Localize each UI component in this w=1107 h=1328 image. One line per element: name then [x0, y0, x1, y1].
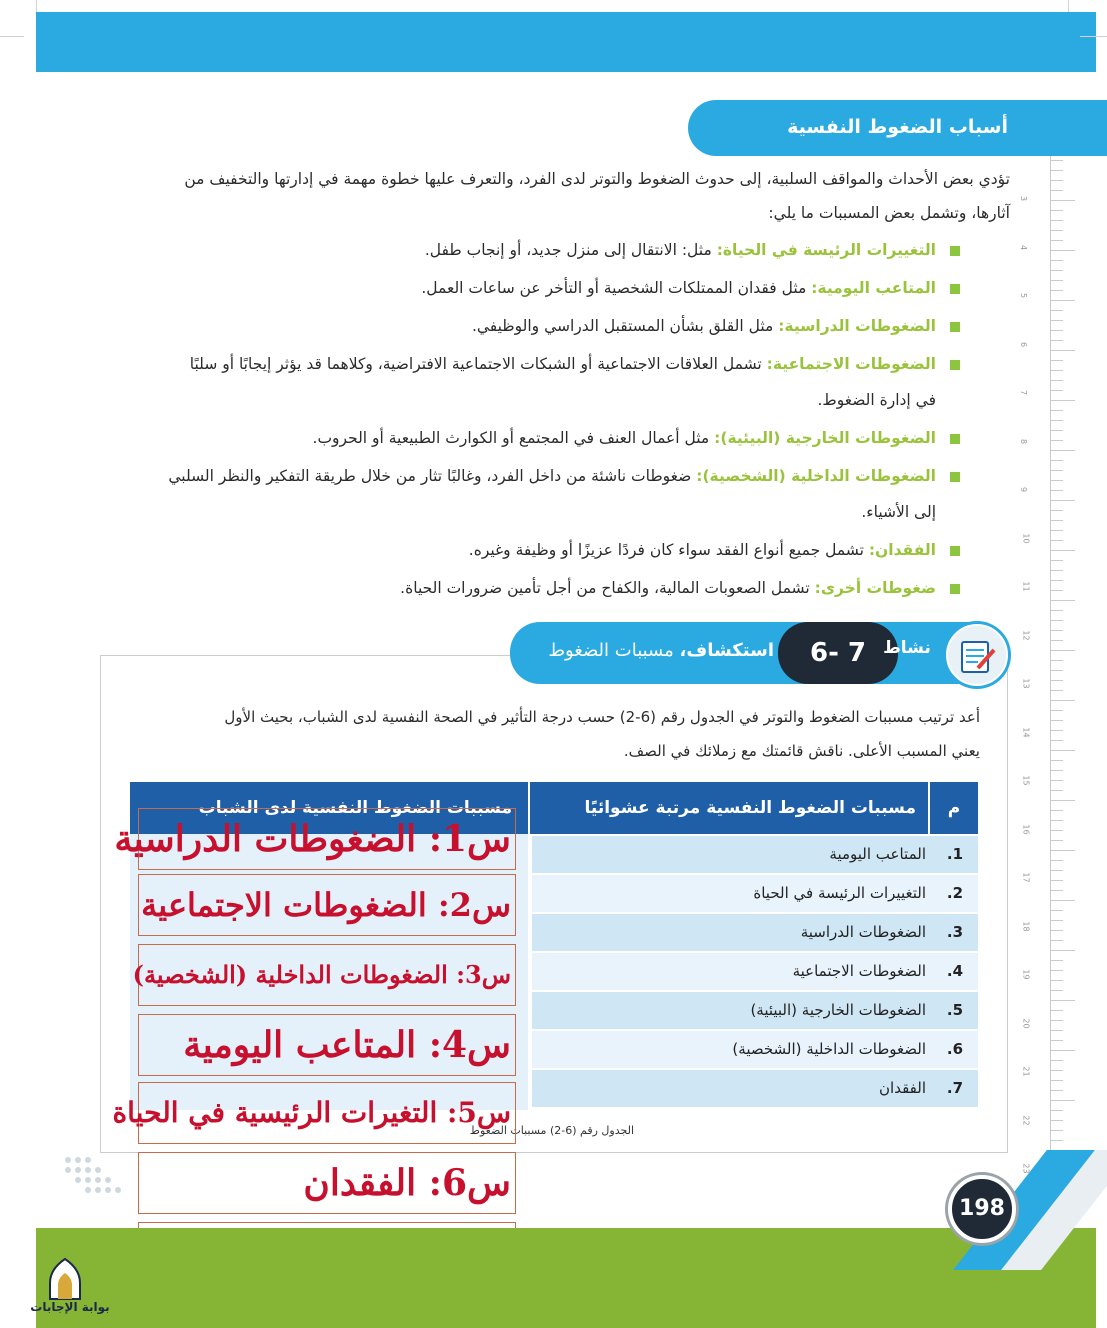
- bullet-square-icon: [950, 472, 960, 482]
- ruler-tick: [1051, 180, 1063, 181]
- bullet-square-icon: [950, 360, 960, 370]
- answer-box: س6: الفقدان: [138, 1152, 516, 1214]
- ruler-tick: [1051, 440, 1063, 441]
- ruler-tick: [1051, 360, 1063, 361]
- activity-title: استكشاف، مسببات الضغوط: [548, 640, 774, 661]
- cause-item: [90, 532, 960, 568]
- ruler-tick: [1051, 700, 1075, 701]
- top-banner: [36, 12, 1096, 72]
- ruler-tick: [1051, 720, 1063, 721]
- cause-keyword: المتاعب اليومية:: [811, 279, 936, 297]
- ruler-tick: [1051, 1100, 1075, 1101]
- ruler-tick: [1051, 670, 1063, 671]
- ruler-tick: [1051, 930, 1063, 931]
- ruler-number: 21: [1021, 1066, 1031, 1077]
- ruler-tick: [1051, 910, 1063, 911]
- row-number: 3.: [946, 923, 964, 941]
- ruler-tick: [1051, 430, 1063, 431]
- row-number: 5.: [946, 1001, 964, 1019]
- ruler-tick: [1051, 230, 1063, 231]
- ruler-tick: [1051, 280, 1063, 281]
- ruler-tick: [1051, 680, 1063, 681]
- ruler-tick: [1051, 1110, 1063, 1111]
- ruler-tick: [1051, 370, 1063, 371]
- bullet-square-icon: [950, 284, 960, 294]
- ruler-tick: [1051, 570, 1063, 571]
- bullet-square-icon: [950, 434, 960, 444]
- col-header-number: م: [930, 782, 978, 834]
- ruler-tick: [1051, 580, 1063, 581]
- cause-item: [90, 308, 960, 344]
- ruler-tick: [1051, 420, 1063, 421]
- cause-description: مثل القلق بشأن المستقبل الدراسي والوظيفي.: [471, 317, 779, 335]
- row-cause: المتاعب اليومية: [829, 845, 926, 863]
- cause-keyword: الضغوطات الخارجية (البيئية):: [714, 429, 936, 447]
- ruler-tick: [1051, 980, 1063, 981]
- ruler-number: 3: [1019, 195, 1029, 202]
- ruler-tick: [1051, 560, 1063, 561]
- cause-description: ضغوطات ناشئة من داخل الفرد، وغالبًا تثار من خلال طريقة التفكير والنظر السلبي: [168, 467, 697, 485]
- ruler-tick: [1051, 320, 1063, 321]
- activity-number: 6- 7: [778, 622, 898, 684]
- ruler-tick: [1051, 400, 1075, 401]
- ruler-tick: [1051, 470, 1063, 471]
- cause-description: مثل أعمال العنف في المجتمع أو الكوارث الطبيعية أو الحروب.: [312, 429, 715, 447]
- col-header-order: مسببات الضغوط النفسية لدى الشباب: [130, 782, 528, 834]
- ruler-tick: [1051, 330, 1063, 331]
- table-row: [532, 875, 978, 912]
- ruler-tick: [1051, 1010, 1063, 1011]
- table-row: [532, 953, 978, 990]
- ruler-tick: [1051, 350, 1075, 351]
- section-title: أسباب الضغوط النفسية: [688, 100, 1107, 156]
- ruler-tick: [1051, 970, 1063, 971]
- bullet-square-icon: [950, 246, 960, 256]
- table-row: [532, 992, 978, 1029]
- notebook-pencil-icon: [946, 624, 1008, 686]
- ruler-tick: [1051, 940, 1063, 941]
- ruler-tick: [1051, 730, 1063, 731]
- ruler-tick: [1051, 240, 1063, 241]
- ruler-tick: [1051, 990, 1063, 991]
- ruler-number: 13: [1021, 678, 1031, 689]
- ruler-tick: [1051, 160, 1063, 161]
- ruler-number: 20: [1021, 1017, 1031, 1029]
- intro-line-1: تؤدي بعض الأحداث والمواقف السلبية، إلى حدوث الضغوط والتوتر لدى الفرد، والتعرف عليها خطوة مهمة في إدارتها والتخفيف من: [184, 170, 1010, 188]
- ruler-tick: [1051, 780, 1063, 781]
- ruler-number: 18: [1021, 920, 1031, 932]
- row-cause: الفقدان: [879, 1079, 926, 1097]
- ruler-number: 5: [1019, 292, 1029, 299]
- activity-instruction-1: أعد ترتيب مسببات الضغوط والتوتر في الجدول رقم (6-2) حسب درجة التأثير في الصحة النفسية لدى الشباب، بحيث الأول: [224, 708, 980, 726]
- ruler-tick: [1051, 1120, 1063, 1121]
- ruler-tick: [1051, 840, 1063, 841]
- ruler-number: 4: [1019, 244, 1029, 250]
- activity-label: نشاط: [883, 638, 931, 658]
- ruler-tick: [1051, 540, 1063, 541]
- ruler-tick: [1051, 270, 1063, 271]
- ruler-number: 15: [1021, 775, 1031, 786]
- cause-keyword: الضغوطات الداخلية (الشخصية):: [696, 467, 936, 485]
- ruler-number: 6: [1019, 341, 1029, 347]
- ruler-tick: [1051, 600, 1075, 601]
- row-cause: الضغوطات الخارجية (البيئية): [750, 1001, 926, 1019]
- side-ruler: [1019, 150, 1090, 1174]
- ruler-number: 7: [1019, 389, 1029, 396]
- ruler-tick: [1051, 860, 1063, 861]
- cause-keyword: ضغوطات أخرى:: [814, 579, 936, 597]
- row-cause: الضغوطات الدراسية: [800, 923, 926, 941]
- ruler-tick: [1051, 650, 1075, 651]
- ruler-tick: [1051, 740, 1063, 741]
- cause-continuation: إلى الأشياء.: [861, 503, 936, 521]
- ruler-tick: [1051, 1130, 1063, 1131]
- ruler-tick: [1051, 300, 1075, 301]
- ruler-tick: [1051, 550, 1075, 551]
- cause-keyword: الضغوطات الدراسية:: [778, 317, 936, 335]
- ruler-tick: [1051, 690, 1063, 691]
- ruler-tick: [1051, 810, 1063, 811]
- activity-instruction-2: يعني المسبب الأعلى. ناقش قائمتك مع زملائك في الصف.: [623, 742, 980, 760]
- ruler-tick: [1051, 520, 1063, 521]
- answer-box: س5: التغيرات الرئيسية في الحياة: [138, 1082, 516, 1144]
- ruler-number: 12: [1021, 629, 1031, 641]
- ruler-tick: [1051, 410, 1063, 411]
- ruler-number: 14: [1021, 726, 1031, 738]
- ruler-tick: [1051, 530, 1063, 531]
- ruler-number: 11: [1021, 581, 1031, 592]
- brand-mosque-icon: [42, 1255, 88, 1301]
- crop-mark: [1080, 36, 1107, 37]
- crop-mark: [1068, 0, 1069, 12]
- table-caption: الجدول رقم (6-2) مسببات الضغوط: [469, 1124, 634, 1137]
- ruler-tick: [1051, 870, 1063, 871]
- ruler-tick: [1051, 460, 1063, 461]
- row-number: 4.: [946, 962, 964, 980]
- cause-item: [90, 570, 960, 606]
- answer-box: س3: الضغوطات الداخلية (الشخصية): [138, 944, 516, 1006]
- answer-box: س2: الضغوطات الاجتماعية: [138, 874, 516, 936]
- table-row: [532, 836, 978, 873]
- ruler-tick: [1051, 490, 1063, 491]
- ruler-tick: [1051, 450, 1075, 451]
- cause-item: [90, 232, 960, 268]
- ruler-tick: [1051, 1020, 1063, 1021]
- ruler-number: 23: [1021, 1163, 1031, 1174]
- table-row: [532, 914, 978, 951]
- ruler-number: 8: [1019, 438, 1029, 444]
- ruler-tick: [1051, 1080, 1063, 1081]
- ruler-tick: [1051, 710, 1063, 711]
- ruler-tick: [1051, 920, 1063, 921]
- ruler-tick: [1051, 200, 1075, 201]
- ruler-tick: [1051, 510, 1063, 511]
- brand-name: بوابة الإجابات: [30, 1300, 110, 1314]
- ruler-tick: [1051, 380, 1063, 381]
- ruler-number: 19: [1021, 969, 1031, 980]
- row-cause: الضغوطات الاجتماعية: [792, 962, 926, 980]
- ruler-tick: [1051, 630, 1063, 631]
- cause-description: تشمل الصعوبات المالية، والكفاح من أجل تأمين ضرورات الحياة.: [400, 579, 815, 597]
- bullet-square-icon: [950, 322, 960, 332]
- table-row: [532, 1070, 978, 1107]
- cause-keyword: الضغوطات الاجتماعية:: [766, 355, 936, 373]
- cause-continuation: في إدارة الضغوط.: [817, 391, 936, 409]
- ministry-logo-icon: [60, 1150, 170, 1220]
- cause-keyword: التغييرات الرئيسة في الحياة:: [716, 241, 936, 259]
- ruler-tick: [1051, 1140, 1063, 1141]
- ruler-number: 10: [1021, 532, 1031, 544]
- cause-description: تشمل جميع أنواع الفقد سواء كان فردًا عزيزًا أو وظيفة وغيره.: [468, 541, 869, 559]
- ruler-number: 17: [1021, 872, 1031, 883]
- table-row: [532, 1031, 978, 1068]
- cause-item: [90, 346, 960, 382]
- cause-description: تشمل العلاقات الاجتماعية أو الشبكات الاجتماعية الافتراضية، وكلاهما قد يؤثر إيجابًا أو سلبًا: [189, 355, 767, 373]
- ruler-tick: [1051, 250, 1075, 251]
- ruler-tick: [1051, 820, 1063, 821]
- ruler-tick: [1051, 790, 1063, 791]
- ruler-tick: [1051, 1090, 1063, 1091]
- bullet-square-icon: [950, 546, 960, 556]
- ruler-tick: [1051, 620, 1063, 621]
- ruler-tick: [1051, 850, 1075, 851]
- cause-keyword: الفقدان:: [868, 541, 936, 559]
- ruler-tick: [1051, 800, 1075, 801]
- ruler-tick: [1051, 830, 1063, 831]
- row-number: 2.: [946, 884, 964, 902]
- crop-mark: [36, 0, 37, 12]
- ruler-tick: [1051, 1070, 1063, 1071]
- ruler-tick: [1051, 640, 1063, 641]
- row-number: 6.: [946, 1040, 964, 1058]
- ruler-tick: [1051, 210, 1063, 211]
- row-cause: الضغوطات الداخلية (الشخصية): [732, 1040, 926, 1058]
- ruler-tick: [1051, 950, 1075, 951]
- row-number: 7.: [946, 1079, 964, 1097]
- ruler-tick: [1051, 1060, 1063, 1061]
- ruler-number: 9: [1019, 486, 1029, 493]
- answer-box: س4: المتاعب اليومية: [138, 1014, 516, 1076]
- ruler-tick: [1051, 340, 1063, 341]
- cause-description: مثل فقدان الممتلكات الشخصية أو التأخر عن ساعات العمل.: [421, 279, 812, 297]
- intro-line-2: آثارها، وتشمل بعض المسببات ما يلي:: [768, 204, 1010, 222]
- ruler-tick: [1051, 310, 1063, 311]
- ruler-tick: [1051, 190, 1063, 191]
- cause-item: [90, 270, 960, 306]
- cause-description: مثل: الانتقال إلى منزل جديد، أو إنجاب طفل.: [424, 241, 717, 259]
- ruler-tick: [1051, 170, 1063, 171]
- ruler-tick: [1051, 220, 1063, 221]
- ruler-tick: [1051, 750, 1075, 751]
- ruler-tick: [1051, 900, 1075, 901]
- ruler-tick: [1051, 260, 1063, 261]
- ruler-tick: [1051, 770, 1063, 771]
- ruler-tick: [1051, 1030, 1063, 1031]
- ruler-tick: [1051, 1000, 1075, 1001]
- cause-item: [90, 420, 960, 456]
- ruler-tick: [1051, 610, 1063, 611]
- ruler-tick: [1051, 890, 1063, 891]
- ruler-tick: [1051, 760, 1063, 761]
- ruler-tick: [1051, 1040, 1063, 1041]
- cause-item: [90, 458, 960, 494]
- bullet-square-icon: [950, 584, 960, 594]
- col-header-random: مسببات الضغوط النفسية مرتبة عشوائيًا: [530, 782, 928, 834]
- ruler-tick: [1051, 660, 1063, 661]
- ruler-tick: [1051, 590, 1063, 591]
- ruler-number: 22: [1021, 1114, 1031, 1126]
- ruler-tick: [1051, 960, 1063, 961]
- crop-mark: [0, 36, 24, 37]
- ruler-tick: [1051, 500, 1075, 501]
- ruler-tick: [1051, 880, 1063, 881]
- answer-box: س1: الضغوطات الدراسية: [138, 808, 516, 870]
- row-number: 1.: [946, 845, 964, 863]
- footer-band: [36, 1228, 1096, 1328]
- ruler-tick: [1051, 290, 1063, 291]
- page-number: 198: [948, 1175, 1016, 1243]
- ruler-tick: [1051, 390, 1063, 391]
- row-cause: التغييرات الرئيسة في الحياة: [753, 884, 926, 902]
- ruler-tick: [1051, 1050, 1075, 1051]
- ruler-tick: [1051, 480, 1063, 481]
- ruler-number: 16: [1021, 823, 1031, 835]
